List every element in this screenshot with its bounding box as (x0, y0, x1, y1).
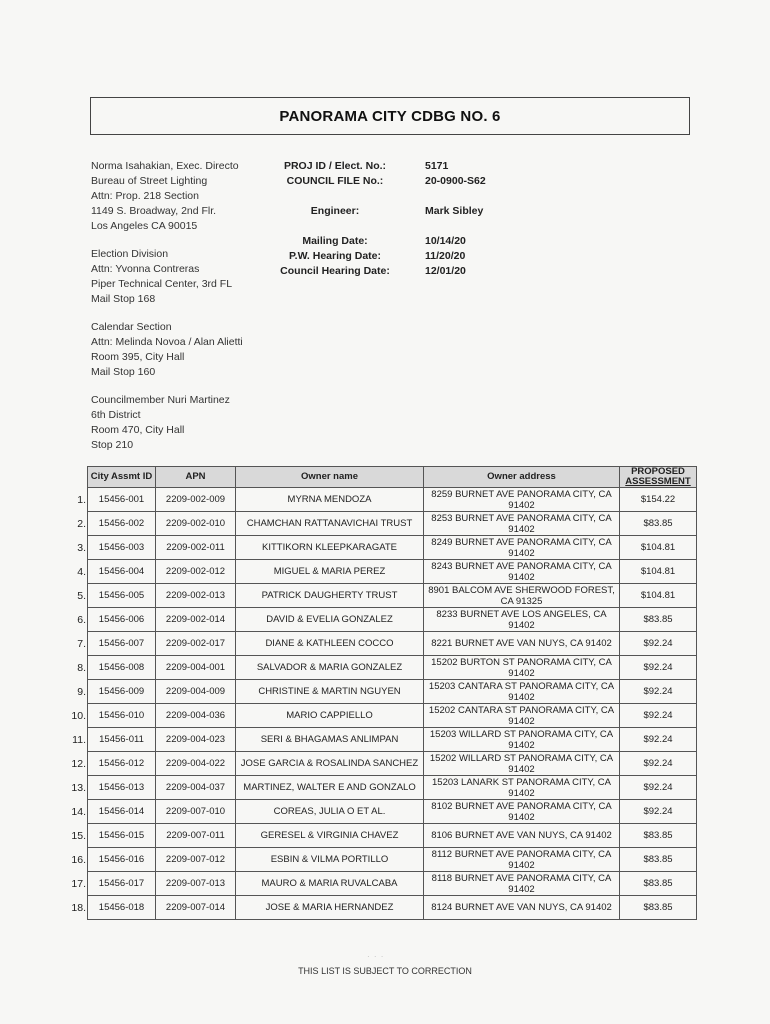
row-number: 15. (71, 829, 86, 842)
row-number: 7. (77, 637, 86, 650)
cell-owner-address: 8102 BURNET AVE PANORAMA CITY, CA 91402 (424, 800, 620, 824)
address-line: Mail Stop 160 (91, 366, 156, 378)
cell-apn: 2209-004-022 (156, 752, 236, 776)
cell-proposed-assessment: $83.85 (620, 896, 697, 920)
row-number: 3. (77, 541, 86, 554)
row-number: 6. (77, 613, 86, 626)
project-labels (260, 159, 410, 279)
cell-apn: 2209-004-009 (156, 680, 236, 704)
header-owner-name: Owner name (236, 467, 424, 488)
table-row (88, 680, 697, 704)
row-number: 12. (71, 757, 86, 770)
address-line: Room 470, City Hall (91, 424, 185, 436)
table-row (88, 872, 697, 896)
row-number: 17. (71, 877, 86, 890)
address-line: Calendar Section (91, 321, 172, 333)
address-line: Attn: Yvonna Contreras (91, 263, 200, 275)
cell-city-assmt-id: 15456-018 (88, 896, 156, 920)
cell-owner-address: 8221 BURNET AVE VAN NUYS, CA 91402 (424, 632, 620, 656)
proj-id-label: PROJ ID / Elect. No.: (283, 160, 387, 172)
cell-city-assmt-id: 15456-007 (88, 632, 156, 656)
cell-apn: 2209-007-010 (156, 800, 236, 824)
cell-proposed-assessment: $154.22 (620, 488, 697, 512)
row-number: 1. (77, 493, 86, 506)
cell-owner-address: 8253 BURNET AVE PANORAMA CITY, CA 91402 (424, 512, 620, 536)
row-number: 4. (77, 565, 86, 578)
address-line: Mail Stop 168 (91, 293, 156, 305)
address-block-council (91, 393, 230, 453)
header-city-assmt-id: City Assmt ID (88, 467, 156, 488)
cell-owner-address: 15203 WILLARD ST PANORAMA CITY, CA 91402 (424, 728, 620, 752)
cell-city-assmt-id: 15456-002 (88, 512, 156, 536)
cell-city-assmt-id: 15456-013 (88, 776, 156, 800)
address-line: Attn: Melinda Novoa / Alan Alietti (91, 336, 243, 348)
cell-proposed-assessment: $83.85 (620, 848, 697, 872)
project-values (425, 159, 486, 279)
address-line: Stop 210 (91, 439, 134, 451)
cell-owner-name: JOSE & MARIA HERNANDEZ (236, 896, 424, 920)
footer-note: THIS LIST IS SUBJECT TO CORRECTION (298, 966, 472, 976)
cell-owner-name: DAVID & EVELIA GONZALEZ (236, 608, 424, 632)
council-hearing-value: 12/01/20 (425, 265, 466, 277)
cell-apn: 2209-004-036 (156, 704, 236, 728)
cell-apn: 2209-007-011 (156, 824, 236, 848)
cell-owner-address: 8901 BALCOM AVE SHERWOOD FOREST, CA 91325 (424, 584, 620, 608)
cell-city-assmt-id: 15456-008 (88, 656, 156, 680)
cell-proposed-assessment: $83.85 (620, 872, 697, 896)
cell-owner-name: SERI & BHAGAMAS ANLIMPAN (236, 728, 424, 752)
cell-proposed-assessment: $104.81 (620, 560, 697, 584)
cell-owner-name: MAURO & MARIA RUVALCABA (236, 872, 424, 896)
cell-city-assmt-id: 15456-005 (88, 584, 156, 608)
cell-proposed-assessment: $92.24 (620, 728, 697, 752)
cell-apn: 2209-002-012 (156, 560, 236, 584)
cell-apn: 2209-007-013 (156, 872, 236, 896)
cell-city-assmt-id: 15456-014 (88, 800, 156, 824)
cell-apn: 2209-004-037 (156, 776, 236, 800)
cell-owner-address: 15202 BURTON ST PANORAMA CITY, CA 91402 (424, 656, 620, 680)
proj-id-value: 5171 (425, 160, 449, 172)
cell-apn: 2209-002-013 (156, 584, 236, 608)
mailing-date-label: Mailing Date: (302, 235, 368, 247)
cell-owner-name: GERESEL & VIRGINIA CHAVEZ (236, 824, 424, 848)
header-proposed-line2: ASSESSMENT (625, 476, 691, 487)
cell-proposed-assessment: $92.24 (620, 656, 697, 680)
owners-table-body (88, 488, 697, 920)
row-number: 13. (71, 781, 86, 794)
cell-city-assmt-id: 15456-006 (88, 608, 156, 632)
cell-city-assmt-id: 15456-017 (88, 872, 156, 896)
cell-city-assmt-id: 15456-011 (88, 728, 156, 752)
table-row (88, 512, 697, 536)
address-line: Los Angeles CA 90015 (91, 220, 198, 232)
table-row (88, 536, 697, 560)
table-row (88, 584, 697, 608)
cell-proposed-assessment: $83.85 (620, 824, 697, 848)
table-row (88, 752, 697, 776)
table-row (88, 704, 697, 728)
table-row (88, 488, 697, 512)
cell-apn: 2209-002-010 (156, 512, 236, 536)
cell-city-assmt-id: 15456-009 (88, 680, 156, 704)
address-line: Bureau of Street Lighting (91, 175, 208, 187)
address-line: Councilmember Nuri Martinez (91, 394, 230, 406)
cell-proposed-assessment: $83.85 (620, 512, 697, 536)
engineer-value: Mark Sibley (425, 205, 484, 217)
cell-apn: 2209-002-014 (156, 608, 236, 632)
address-line: Attn: Prop. 218 Section (91, 190, 199, 202)
mailing-date-value: 10/14/20 (425, 235, 466, 247)
page-title: PANORAMA CITY CDBG NO. 6 (279, 107, 501, 125)
row-number: 9. (77, 685, 86, 698)
cell-apn: 2209-007-012 (156, 848, 236, 872)
table-row (88, 608, 697, 632)
row-number: 16. (71, 853, 86, 866)
cell-owner-address: 8233 BURNET AVE LOS ANGELES, CA 91402 (424, 608, 620, 632)
row-number: 10. (71, 709, 86, 722)
cell-owner-name: MIGUEL & MARIA PEREZ (236, 560, 424, 584)
row-number: 11. (72, 733, 86, 746)
row-number: 2. (77, 517, 86, 530)
cell-owner-address: 8112 BURNET AVE PANORAMA CITY, CA 91402 (424, 848, 620, 872)
cell-city-assmt-id: 15456-012 (88, 752, 156, 776)
cell-owner-address: 8118 BURNET AVE PANORAMA CITY, CA 91402 (424, 872, 620, 896)
row-numbers (60, 488, 86, 920)
table-header-row (88, 467, 697, 488)
table-row (88, 560, 697, 584)
table-row (88, 848, 697, 872)
cell-owner-name: MYRNA MENDOZA (236, 488, 424, 512)
cell-owner-address: 15202 CANTARA ST PANORAMA CITY, CA 91402 (424, 704, 620, 728)
cell-proposed-assessment: $104.81 (620, 584, 697, 608)
cell-proposed-assessment: $92.24 (620, 800, 697, 824)
cell-owner-name: SALVADOR & MARIA GONZALEZ (236, 656, 424, 680)
council-hearing-label: Council Hearing Date: (280, 265, 390, 277)
cell-owner-address: 8249 BURNET AVE PANORAMA CITY, CA 91402 (424, 536, 620, 560)
address-block-calendar (91, 320, 243, 380)
cell-apn: 2209-004-001 (156, 656, 236, 680)
cell-owner-address: 15203 LANARK ST PANORAMA CITY, CA 91402 (424, 776, 620, 800)
header-proposed-assessment (620, 467, 697, 488)
header-proposed-line1: PROPOSED (631, 466, 685, 477)
address-line: 1149 S. Broadway, 2nd Flr. (91, 205, 217, 217)
table-row (88, 776, 697, 800)
cell-city-assmt-id: 15456-015 (88, 824, 156, 848)
address-line: Room 395, City Hall (91, 351, 185, 363)
cell-proposed-assessment: $104.81 (620, 536, 697, 560)
table-row (88, 632, 697, 656)
council-file-label: COUNCIL FILE No.: (286, 175, 384, 187)
cell-owner-name: ESBIN & VILMA PORTILLO (236, 848, 424, 872)
table-row (88, 800, 697, 824)
cell-apn: 2209-002-017 (156, 632, 236, 656)
pw-hearing-label: P.W. Hearing Date: (289, 250, 381, 262)
cell-owner-address: 8106 BURNET AVE VAN NUYS, CA 91402 (424, 824, 620, 848)
cell-owner-name: MARIO CAPPIELLO (236, 704, 424, 728)
address-line: Piper Technical Center, 3rd FL (91, 278, 233, 290)
cell-proposed-assessment: $92.24 (620, 680, 697, 704)
cell-owner-name: PATRICK DAUGHERTY TRUST (236, 584, 424, 608)
header-apn: APN (156, 467, 236, 488)
engineer-label: Engineer: (310, 205, 360, 217)
cell-proposed-assessment: $83.85 (620, 608, 697, 632)
cell-proposed-assessment: $92.24 (620, 704, 697, 728)
cell-owner-name: CHRISTINE & MARTIN NGUYEN (236, 680, 424, 704)
table-row (88, 656, 697, 680)
row-number: 18. (71, 901, 86, 914)
table-row (88, 824, 697, 848)
address-line: Norma Isahakian, Exec. Directo (91, 160, 239, 172)
owners-table (87, 466, 697, 920)
cell-proposed-assessment: $92.24 (620, 776, 697, 800)
row-number: 5. (77, 589, 86, 602)
cell-owner-name: CHAMCHAN RATTANAVICHAI TRUST (236, 512, 424, 536)
cell-owner-address: 15202 WILLARD ST PANORAMA CITY, CA 91402 (424, 752, 620, 776)
cell-owner-name: COREAS, JULIA O ET AL. (236, 800, 424, 824)
cell-owner-name: JOSE GARCIA & ROSALINDA SANCHEZ (236, 752, 424, 776)
cell-city-assmt-id: 15456-010 (88, 704, 156, 728)
cell-city-assmt-id: 15456-016 (88, 848, 156, 872)
cell-owner-address: 8243 BURNET AVE PANORAMA CITY, CA 91402 (424, 560, 620, 584)
cell-owner-name: DIANE & KATHLEEN COCCO (236, 632, 424, 656)
cell-proposed-assessment: $92.24 (620, 752, 697, 776)
address-line: 6th District (91, 409, 141, 421)
table-row (88, 896, 697, 920)
cell-owner-name: MARTINEZ, WALTER E AND GONZALO (236, 776, 424, 800)
cell-city-assmt-id: 15456-003 (88, 536, 156, 560)
cell-owner-address: 8259 BURNET AVE PANORAMA CITY, CA 91402 (424, 488, 620, 512)
council-file-value: 20-0900-S62 (425, 175, 486, 187)
cell-owner-address: 15203 CANTARA ST PANORAMA CITY, CA 91402 (424, 680, 620, 704)
scan-mark: · · · (367, 952, 385, 961)
row-number: 8. (77, 661, 86, 674)
title-box (90, 97, 690, 135)
address-block-street-lighting (91, 159, 239, 234)
address-block-election (91, 247, 232, 307)
cell-apn: 2209-002-009 (156, 488, 236, 512)
pw-hearing-value: 11/20/20 (425, 250, 466, 262)
cell-proposed-assessment: $92.24 (620, 632, 697, 656)
cell-city-assmt-id: 15456-004 (88, 560, 156, 584)
cell-apn: 2209-004-023 (156, 728, 236, 752)
cell-owner-address: 8124 BURNET AVE VAN NUYS, CA 91402 (424, 896, 620, 920)
cell-apn: 2209-002-011 (156, 536, 236, 560)
table-row (88, 728, 697, 752)
cell-city-assmt-id: 15456-001 (88, 488, 156, 512)
header-owner-address: Owner address (424, 467, 620, 488)
cell-apn: 2209-007-014 (156, 896, 236, 920)
address-line: Election Division (91, 248, 169, 260)
row-number: 14. (71, 805, 86, 818)
cell-owner-name: KITTIKORN KLEEPKARAGATE (236, 536, 424, 560)
